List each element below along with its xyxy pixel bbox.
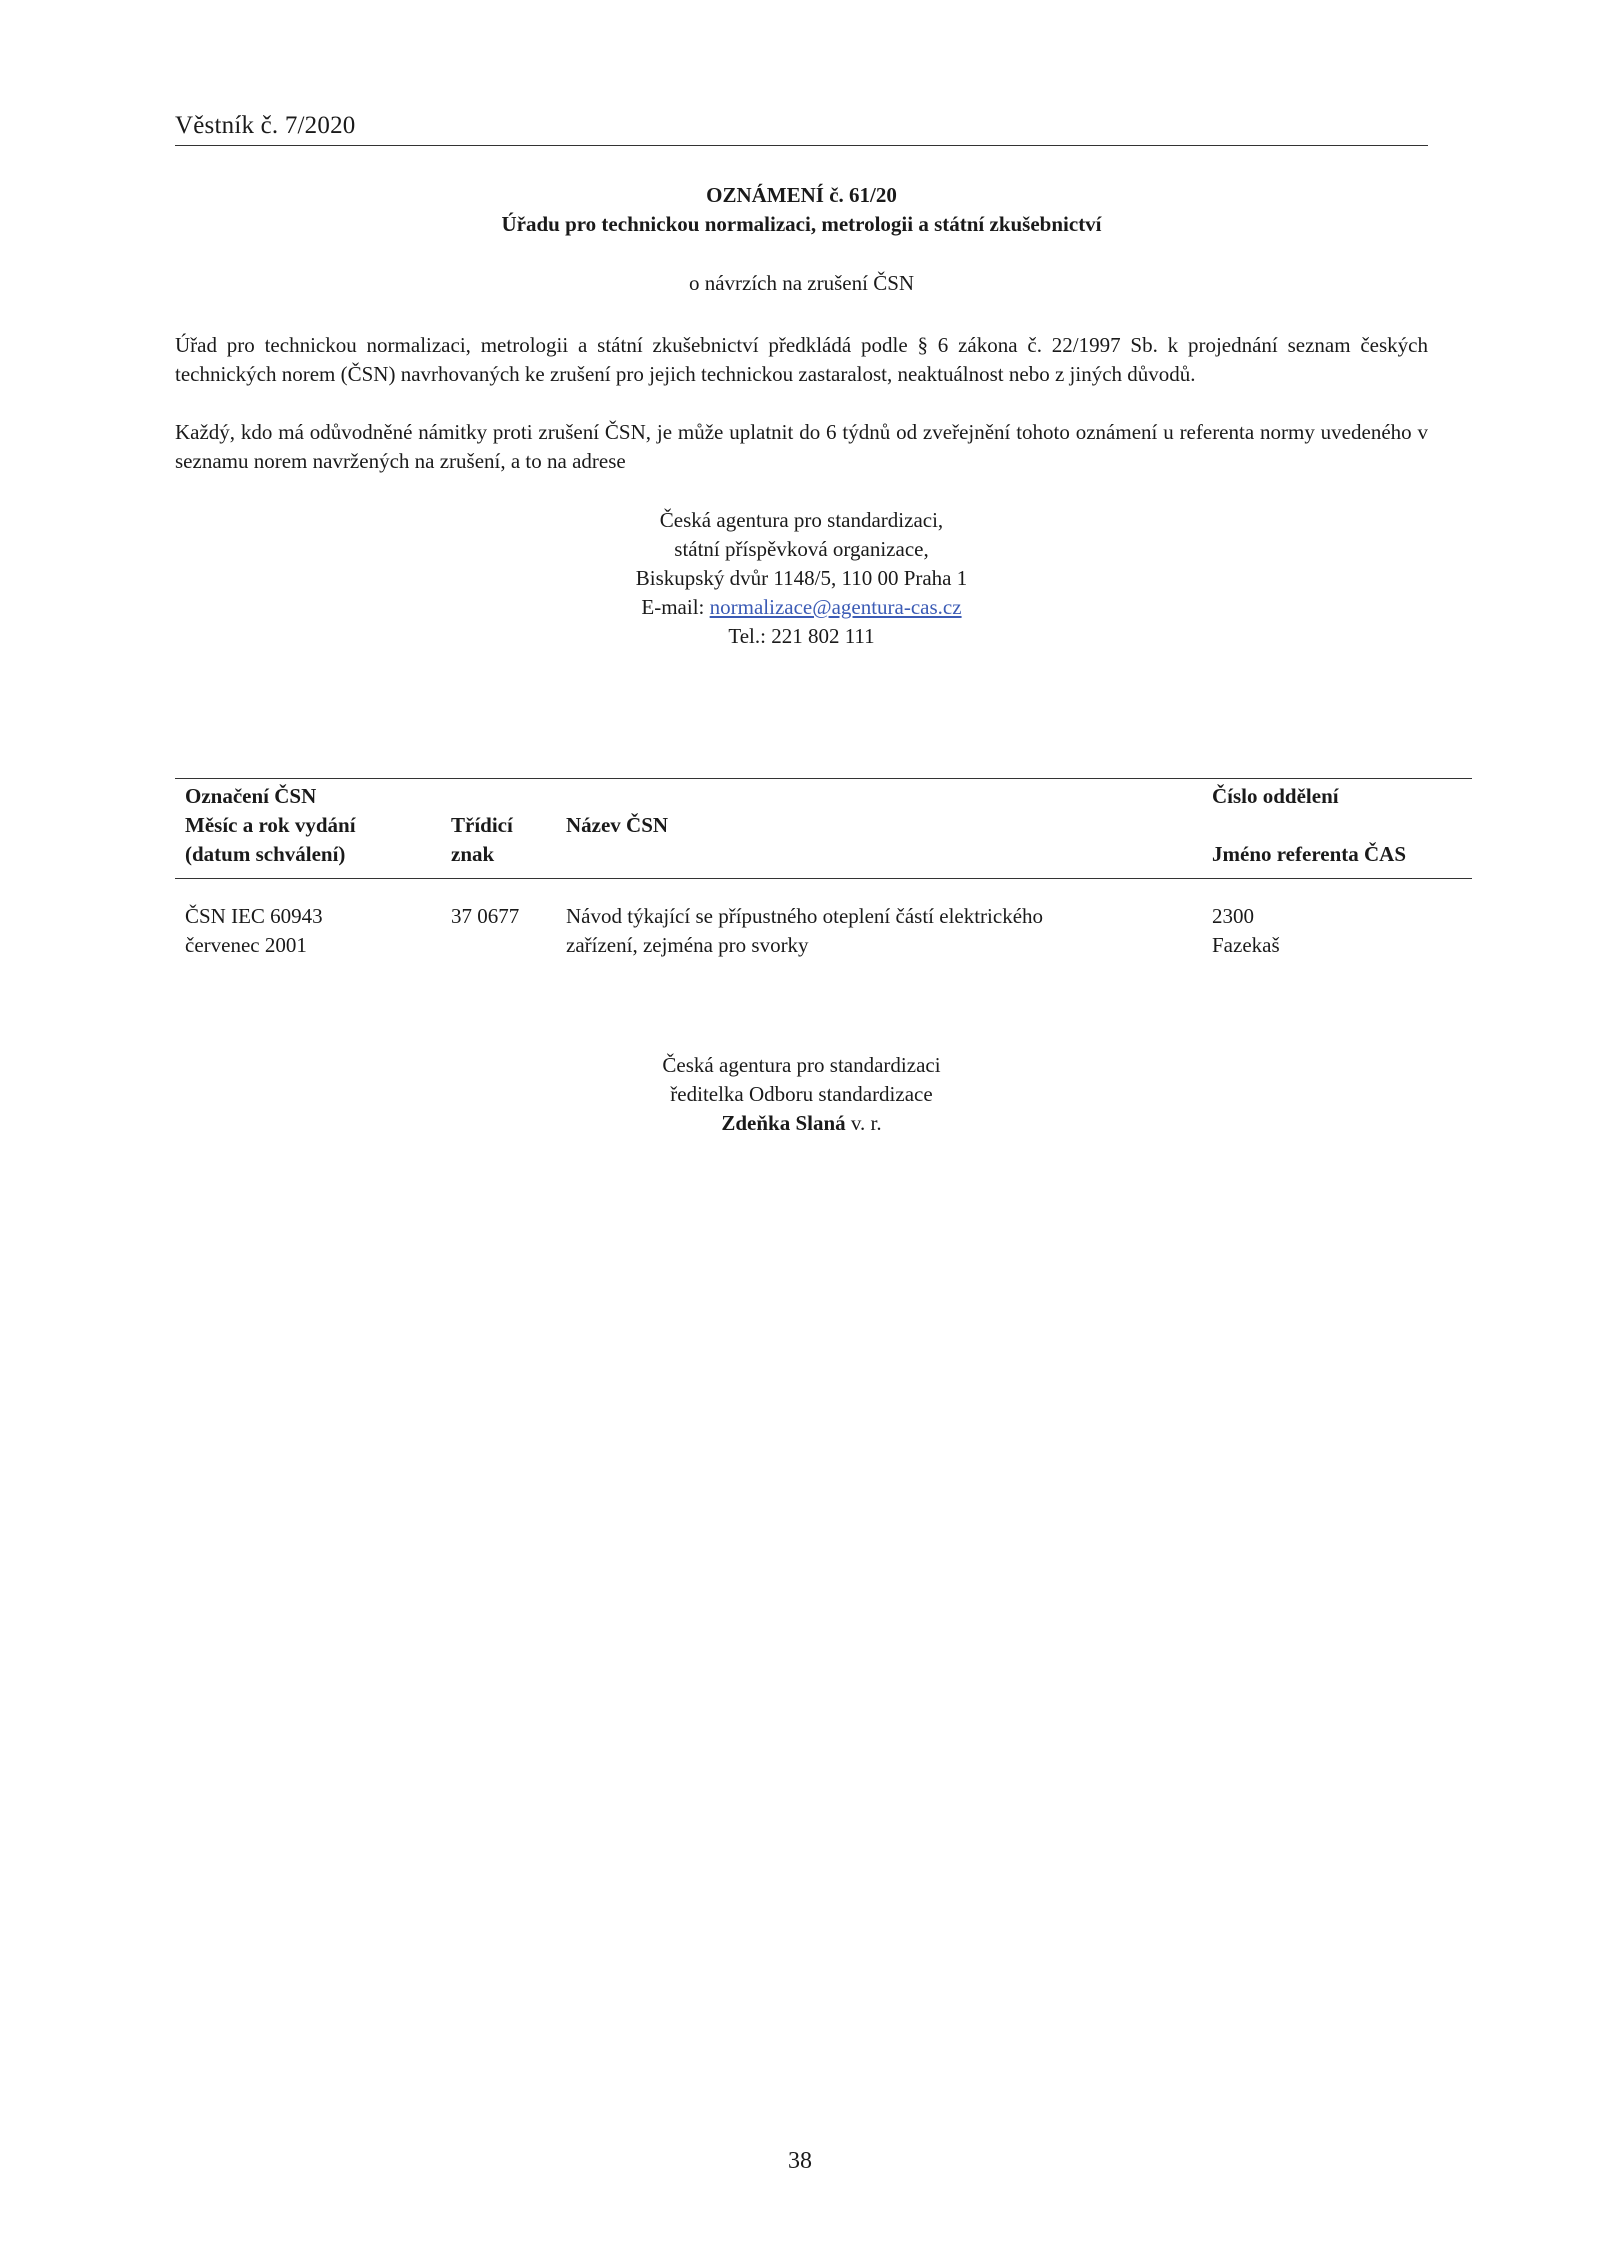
signature-block bbox=[175, 1051, 1428, 1138]
page-number: 38 bbox=[788, 2148, 812, 2174]
cell-name: Návod týkající se přípustného oteplení částí elektrického zařízení, zejména pro svorky bbox=[566, 904, 1044, 957]
table-header-designation: Označení ČSN Měsíc a rok vydání (datum schválení) bbox=[185, 784, 356, 866]
address-line-2: státní příspěvková organizace, bbox=[674, 537, 929, 561]
header-rule bbox=[175, 145, 1428, 146]
running-head: Věstník č. 7/2020 bbox=[175, 112, 356, 139]
signature-suffix: v. r. bbox=[845, 1111, 882, 1135]
notice-title: OZNÁMENÍ č. 61/20 bbox=[706, 183, 897, 207]
email-label: E-mail: bbox=[641, 595, 710, 619]
table-header-class-code: Třídicí znak bbox=[451, 813, 513, 866]
address-block bbox=[175, 506, 1428, 651]
table-top-rule bbox=[175, 778, 1472, 779]
table-header-referent: Jméno referenta ČAS bbox=[1212, 842, 1407, 866]
cell-class-code: 37 0677 bbox=[451, 904, 520, 928]
paragraph-intro: Úřad pro technickou normalizaci, metrologii a státní zkušebnictví předkládá podle § 6 zákona č. 22/1997 Sb. k projednání seznam českých technických norem (ČSN) navrhovaných ke zrušení pro jejich technickou zastaralost, neaktuálnost nebo z jiných důvodů. bbox=[175, 333, 1428, 386]
signature-name-line bbox=[175, 1109, 1428, 1138]
table-header-department: Číslo oddělení bbox=[1212, 784, 1339, 808]
paragraph-objections: Každý, kdo má odůvodněné námitky proti zrušení ČSN, je může uplatnit do 6 týdnů od zveřejnění tohoto oznámení u referenta normy uvedeného v seznamu norem navržených na zrušení, a to na adrese bbox=[175, 420, 1428, 473]
signature-role: ředitelka Odboru standardizace bbox=[670, 1082, 933, 1106]
cell-department: 2300 Fazekaš bbox=[1212, 904, 1280, 957]
notice-subject: o návrzích na zrušení ČSN bbox=[688, 271, 915, 295]
address-line-1: Česká agentura pro standardizaci, bbox=[659, 508, 944, 532]
table-header-name: Název ČSN bbox=[566, 813, 669, 837]
email-line bbox=[175, 593, 1428, 622]
address-line-3: Biskupský dvůr 1148/5, 110 00 Praha 1 bbox=[635, 566, 968, 590]
cell-designation: ČSN IEC 60943 červenec 2001 bbox=[185, 904, 323, 957]
table-header-rule bbox=[175, 878, 1472, 879]
signature-name: Zdeňka Slaná bbox=[721, 1111, 846, 1135]
signature-org: Česká agentura pro standardizaci bbox=[662, 1053, 941, 1077]
phone-line: Tel.: 221 802 111 bbox=[728, 624, 875, 648]
email-link[interactable]: normalizace@agentura-cas.cz bbox=[709, 595, 962, 619]
notice-issuer: Úřadu pro technickou normalizaci, metrologii a státní zkušebnictví bbox=[501, 212, 1102, 236]
